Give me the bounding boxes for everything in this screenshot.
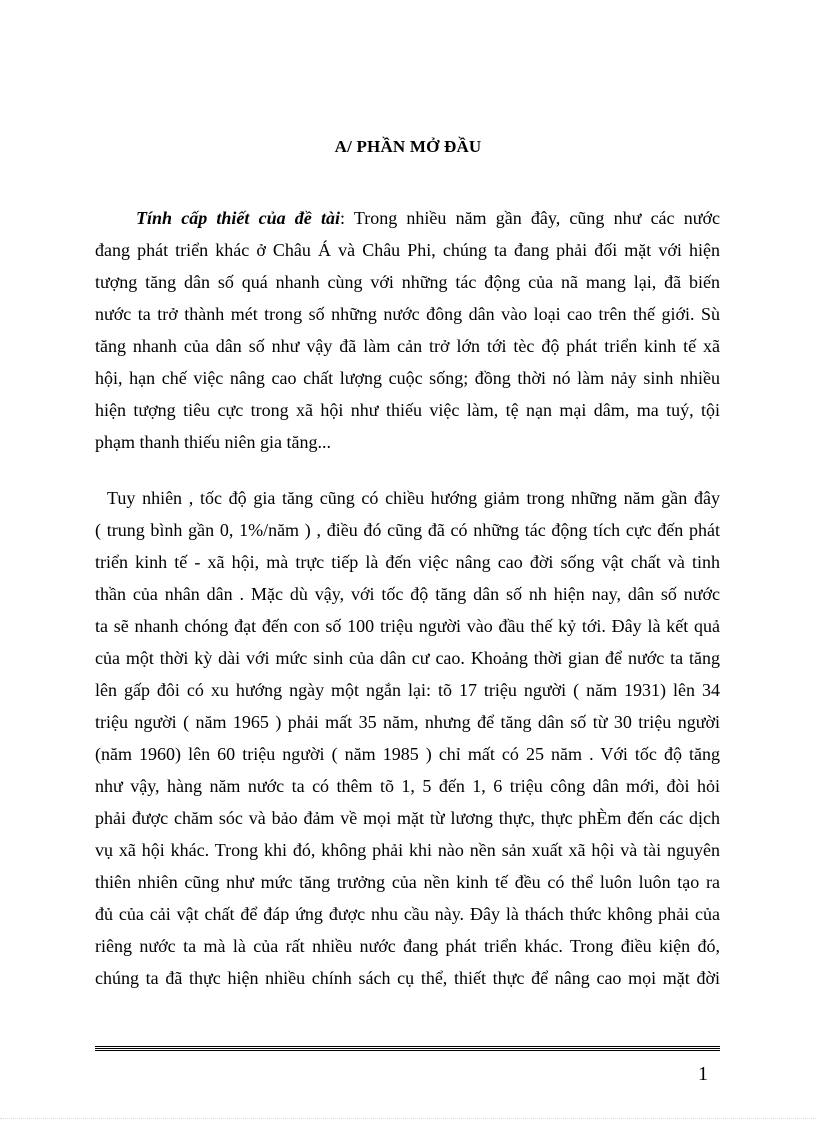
paragraph-line: như vậy, hàng năm nước ta có thêm tõ 1, 5 đến 1, 6 triệu công dân mới, đòi hỏi [95,776,720,796]
paragraph-line: chúng ta đã thực hiện nhiều chính sách cụ thể, thiết thực để nâng cao mọi mặt đời [95,968,720,988]
paragraph-line: ta sẽ nhanh chóng đạt đến con số 100 triệu người vào đầu thế kỷ tới. Đây là kết quả [95,616,720,636]
paragraph-line: phải được chăm sóc và bảo đảm về mọi mặt từ lương thực, thực phÈm đến các dịch [95,808,720,828]
paragraph-line: thiên nhiên cũng như mức tăng trưởng của nền kinh tế đều có thể luôn luôn tạo ra [95,872,720,892]
paragraph-line: hiện tượng tiêu cực trong xã hội như thiếu việc làm, tệ nạn mại dâm, ma tuý, tội [95,400,720,420]
paragraph-line: vụ xã hội khác. Trong khi đó, không phải khi nào nền sản xuất xã hội và tài nguyên [95,840,720,860]
paragraph-line [95,202,720,234]
paragraph-line: riêng nước ta mà là của rất nhiều nước đang phát triển khác. Trong điều kiện đó, [95,936,720,956]
paragraph-line-text: : Trong nhiều năm gần đây, cũng như các nước [339,208,720,228]
page-number: 1 [698,1063,708,1085]
paragraph-line: hội, hạn chế việc nâng cao chất lượng cuộc sống; đồng thời nó làm nảy sinh nhiều [95,368,720,388]
paragraph-line: phạm thanh thiếu niên gia tăng... [95,432,331,452]
page-bottom-border [0,1118,816,1119]
paragraph-line: nước ta trở thành mét trong số những nước đông dân vào loại cao trên thế giới. Sù [95,304,720,324]
paragraph-line: Tuy nhiên , tốc độ gia tăng cũng có chiều hướng giảm trong những năm gần đây [107,488,720,508]
section-heading: A/ PHẦN MỞ ĐẦU [334,137,482,156]
paragraph-population [95,482,720,994]
paragraph-line: ( trung bình gần 0, 1%/năm ) , điều đó cũng đã có những tác động tích cực đến phát [95,520,720,540]
paragraph-line: thần của nhân dân . Mặc dù vậy, với tốc độ tăng dân số nh hiện nay, dân số nước [95,584,720,604]
paragraph-line: triển kinh tế - xã hội, mà trực tiếp là đến việc nâng cao đời sống vật chất và tinh [95,552,720,572]
paragraph-lead: Tính cấp thiết của đề tài [136,208,340,228]
footer-divider [95,1046,720,1051]
paragraph-line: triệu người ( năm 1965 ) phải mất 35 năm, nhưng để tăng dân số từ 30 triệu người [95,712,720,732]
paragraph-line: đủ của cải vật chất để đáp ứng được nhu cầu này. Đây là thách thức không phải của [95,904,720,924]
paragraph-line: tăng nhanh của dân số như vậy đã làm cản trở lớn tới tèc độ phát triển kinh tế xã [95,336,720,356]
paragraph-rationale [95,202,720,458]
paragraph-line: tượng tăng dân số quá nhanh cùng với những tác động của nã mang lại, đã biến [95,272,720,292]
paragraph-line: của một thời kỳ dài với mức sinh của dân cư cao. Khoảng thời gian để nước ta tăng [95,648,720,668]
paragraph-line: (năm 1960) lên 60 triệu người ( năm 1985 ) chỉ mất có 25 năm . Với tốc độ tăng [95,744,720,764]
paragraph-line: lên gấp đôi có xu hướng ngày một ngắn lại: tõ 17 triệu người ( năm 1931) lên 34 [95,680,720,700]
paragraph-line: đang phát triển khác ở Châu Á và Châu Phi, chúng ta đang phải đối mặt với hiện [95,240,720,260]
